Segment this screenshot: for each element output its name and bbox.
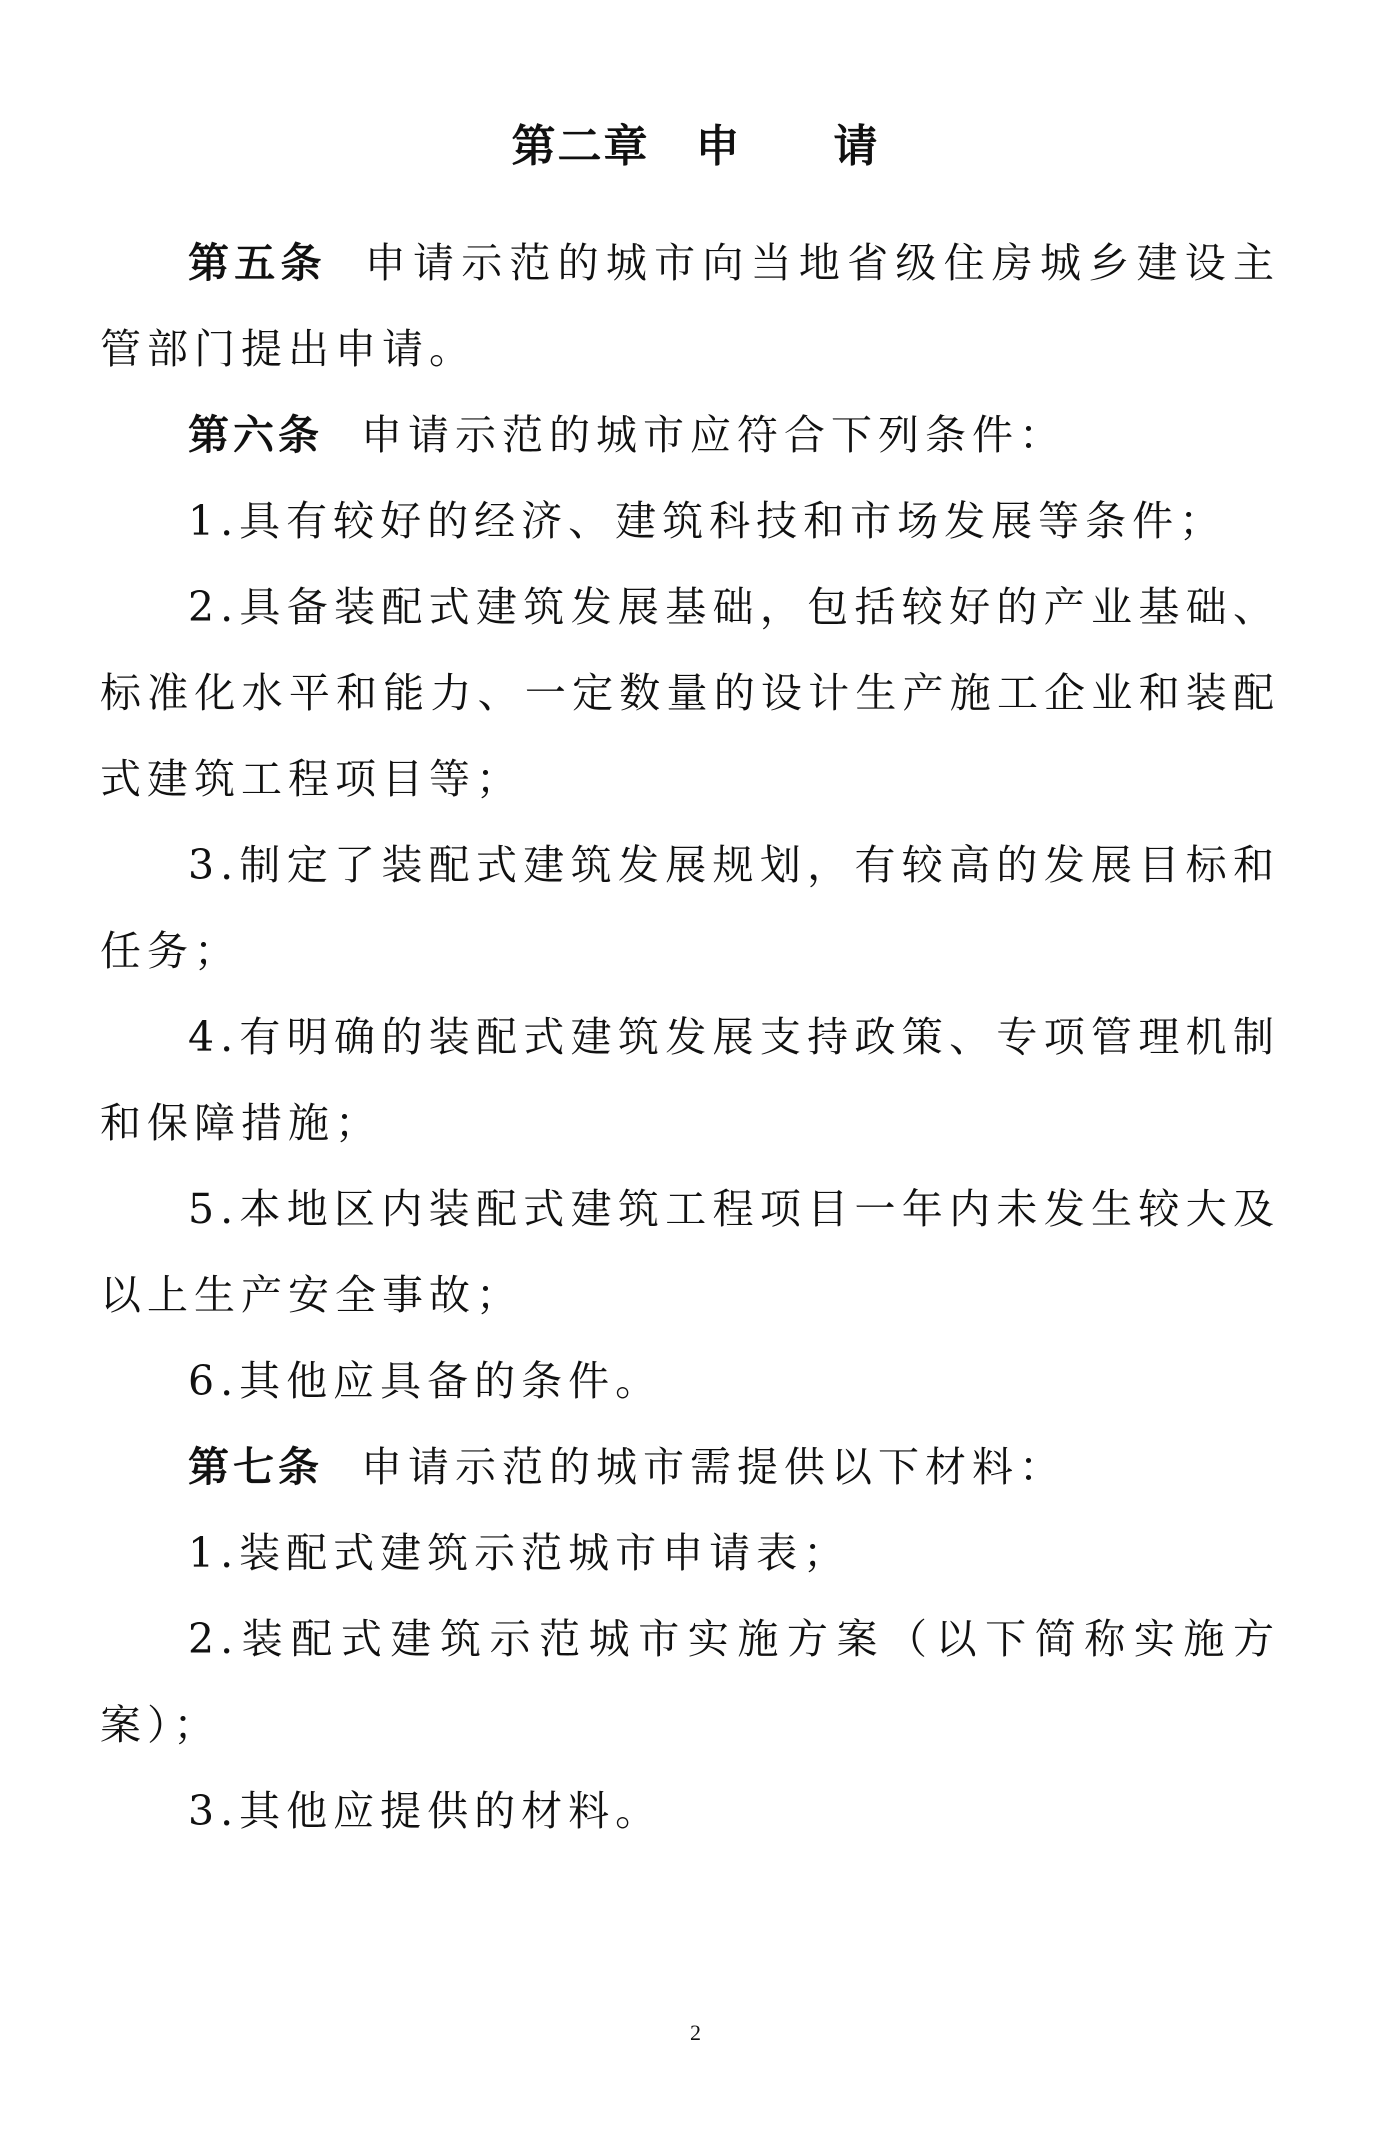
list-item [100, 1768, 1280, 1854]
paragraph-text: 申请示范的城市需提供以下材料： [361, 1443, 1066, 1491]
paragraph-text: 2.装配式建筑示范城市实施方案（以下简称实施方案）； [100, 1615, 1280, 1749]
article-label: 第七条 [188, 1443, 323, 1491]
paragraph-text: 1.具有较好的经济、建筑科技和市场发展等条件； [188, 497, 1227, 545]
article-6 [100, 392, 1280, 478]
article-7 [100, 1424, 1280, 1510]
article-label: 第五条 [188, 239, 327, 287]
list-item [100, 564, 1280, 822]
chapter-title: 第二章 申 请 [511, 121, 880, 173]
paragraph-text: 5.本地区内装配式建筑工程项目一年内未发生较大及以上生产安全事故； [100, 1185, 1280, 1319]
article-5 [100, 220, 1280, 392]
paragraph-text: 4.有明确的装配式建筑发展支持政策、专项管理机制和保障措施； [100, 1013, 1280, 1147]
paragraph-text: 6.其他应具备的条件。 [188, 1357, 663, 1405]
paragraph-text: 2.具备装配式建筑发展基础，包括较好的产业基础、标准化水平和能力、一定数量的设计生产施工企业和装配式建筑工程项目等； [100, 583, 1280, 803]
list-item [100, 478, 1280, 564]
paragraph-text: 1.装配式建筑示范城市申请表； [188, 1529, 851, 1577]
article-label: 第六条 [188, 411, 323, 459]
list-item [100, 1596, 1280, 1768]
paragraph-text: 3.其他应提供的材料。 [188, 1787, 663, 1835]
page-number: 2 [690, 2020, 701, 2045]
list-item [100, 1338, 1280, 1424]
list-item [100, 1510, 1280, 1596]
body-text [100, 220, 1280, 1854]
paragraph-text: 申请示范的城市应符合下列条件： [361, 411, 1066, 459]
list-item [100, 822, 1280, 994]
list-item [100, 994, 1280, 1166]
list-item [100, 1166, 1280, 1338]
paragraph-text: 3.制定了装配式建筑发展规划，有较高的发展目标和任务； [100, 841, 1280, 975]
paragraph-text: 申请示范的城市向当地省级住房城乡建设主管部门提出申请。 [100, 239, 1281, 373]
